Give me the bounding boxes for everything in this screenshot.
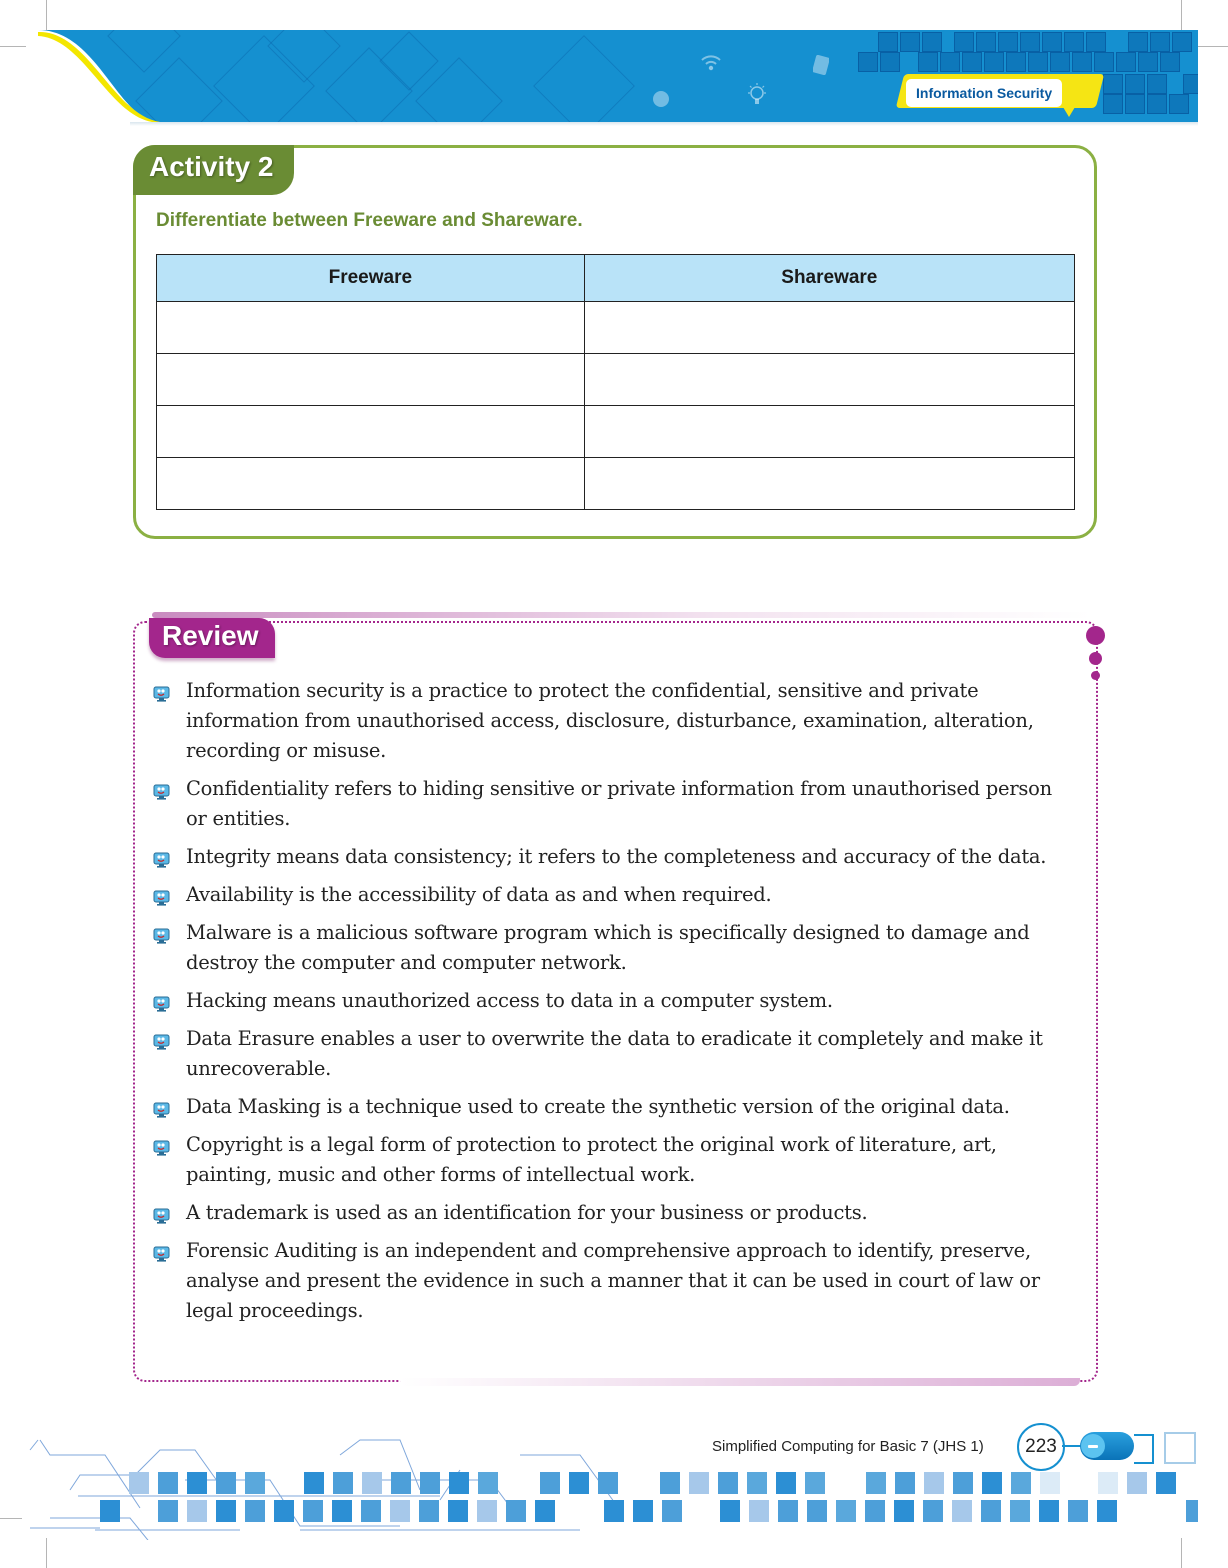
minus-icon xyxy=(1088,1445,1098,1448)
review-item-text: Integrity means data consistency; it refers to the completeness and accuracy of the data. xyxy=(186,845,1047,868)
crop-mark xyxy=(1198,46,1228,47)
footer-square xyxy=(807,1500,827,1522)
footer-square xyxy=(216,1500,236,1522)
review-top-accent xyxy=(152,612,1092,618)
footer-square xyxy=(1186,1500,1198,1522)
computer-mascot-icon xyxy=(152,1136,172,1154)
book-title: Simplified Computing for Basic 7 (JHS 1) xyxy=(712,1438,984,1455)
banner-shadow xyxy=(130,122,1198,126)
footer-square xyxy=(1010,1500,1030,1522)
computer-mascot-icon xyxy=(152,1242,172,1260)
footer-square xyxy=(390,1500,410,1522)
decorative-dot xyxy=(1089,652,1102,665)
footer-square xyxy=(836,1500,856,1522)
review-item-text: Confidentiality refers to hiding sensitive or private information from unauthorised person or entities. xyxy=(186,777,1052,830)
computer-mascot-icon xyxy=(152,682,172,700)
comparison-table xyxy=(156,254,1075,510)
footer-square xyxy=(1068,1500,1088,1522)
footer-square xyxy=(361,1500,381,1522)
footer-square xyxy=(776,1472,796,1494)
footer-square xyxy=(100,1500,120,1522)
footer-square xyxy=(924,1472,944,1494)
decorative-dot xyxy=(1086,626,1105,645)
footer-square xyxy=(332,1500,352,1522)
review-list xyxy=(152,676,1077,1334)
footer-square xyxy=(274,1500,294,1522)
footer-square xyxy=(540,1472,560,1494)
freeware-cell[interactable] xyxy=(157,458,585,510)
footer-square xyxy=(1098,1472,1118,1494)
footer-square xyxy=(718,1472,738,1494)
calculator-icon xyxy=(813,55,829,80)
footer-square xyxy=(419,1500,439,1522)
shareware-cell[interactable] xyxy=(584,406,1074,458)
crop-mark xyxy=(1181,1538,1182,1568)
review-item xyxy=(152,1130,1077,1190)
footer-square xyxy=(805,1472,825,1494)
footer-square xyxy=(894,1500,914,1522)
footer-square xyxy=(448,1500,468,1522)
shareware-cell[interactable] xyxy=(584,302,1074,354)
footer-square xyxy=(1097,1500,1117,1522)
computer-mascot-icon xyxy=(152,992,172,1010)
table-row xyxy=(157,354,1075,406)
activity-title: Activity 2 xyxy=(149,151,274,182)
footer-square xyxy=(981,1500,1001,1522)
footer-square xyxy=(1011,1472,1031,1494)
footer-square xyxy=(449,1472,469,1494)
review-item xyxy=(152,676,1077,766)
footer-square xyxy=(895,1472,915,1494)
footer-square xyxy=(187,1472,207,1494)
chapter-tag-tail xyxy=(1063,107,1075,117)
review-item-text: Data Masking is a technique used to create the synthetic version of the original data. xyxy=(186,1095,1010,1118)
freeware-header: Freeware xyxy=(157,255,585,302)
square-outline-decoration xyxy=(1164,1432,1196,1464)
shareware-cell[interactable] xyxy=(584,458,1074,510)
chapter-tag: Information Security xyxy=(906,79,1062,107)
footer-square xyxy=(245,1472,265,1494)
table-row xyxy=(157,458,1075,510)
computer-mascot-icon xyxy=(152,1098,172,1116)
footer-square xyxy=(478,1472,498,1494)
review-item-text: Hacking means unauthorized access to data in a computer system. xyxy=(186,989,833,1012)
footer-square xyxy=(662,1500,682,1522)
crop-mark xyxy=(46,1538,47,1568)
footer-square xyxy=(598,1472,618,1494)
footer-square xyxy=(865,1500,885,1522)
shareware-header: Shareware xyxy=(584,255,1074,302)
table-header-row xyxy=(157,255,1075,302)
review-bottom-accent xyxy=(400,1378,1080,1386)
footer-square xyxy=(569,1472,589,1494)
computer-mascot-icon xyxy=(152,848,172,866)
review-item xyxy=(152,774,1077,834)
review-item xyxy=(152,918,1077,978)
review-item xyxy=(152,1092,1077,1122)
footer-square xyxy=(477,1500,497,1522)
freeware-cell[interactable] xyxy=(157,302,585,354)
computer-mascot-icon xyxy=(152,886,172,904)
footer-square xyxy=(953,1472,973,1494)
footer-square xyxy=(923,1500,943,1522)
review-item-text: Copyright is a legal form of protection to protect the original work of literature, art, painting, music and other forms of intellectual work. xyxy=(186,1133,997,1186)
footer-square xyxy=(604,1500,624,1522)
wifi-icon xyxy=(700,52,722,77)
review-item xyxy=(152,1024,1077,1084)
review-item-text: Information security is a practice to protect the confidential, sensitive and private information from unauthorised access, disclosure, disturbance, examination, alteration, recording or misuse. xyxy=(186,679,1034,762)
review-item xyxy=(152,1236,1077,1326)
review-item xyxy=(152,1198,1077,1228)
footer-square xyxy=(689,1472,709,1494)
footer-square xyxy=(216,1472,236,1494)
footer-square xyxy=(420,1472,440,1494)
footer-square xyxy=(506,1500,526,1522)
footer-square xyxy=(720,1500,740,1522)
review-title: Review xyxy=(162,620,259,651)
computer-mascot-icon xyxy=(152,780,172,798)
page-number: 223 xyxy=(1017,1423,1065,1471)
footer-square xyxy=(749,1500,769,1522)
computer-mascot-icon xyxy=(152,924,172,942)
crop-mark xyxy=(1181,0,1182,30)
footer-square xyxy=(633,1500,653,1522)
computer-mascot-icon xyxy=(152,1204,172,1222)
shareware-cell[interactable] xyxy=(584,354,1074,406)
review-item xyxy=(152,880,1077,910)
review-item-text: Malware is a malicious software program which is specifically designed to damage and destroy the computer and computer network. xyxy=(186,921,1030,974)
footer-square xyxy=(535,1500,555,1522)
freeware-cell[interactable] xyxy=(157,406,585,458)
activity-prompt: Differentiate between Freeware and Shareware. xyxy=(156,210,583,231)
footer-square xyxy=(187,1500,207,1522)
crop-mark xyxy=(46,0,47,30)
footer-square xyxy=(747,1472,767,1494)
table-row xyxy=(157,302,1075,354)
wave-decoration xyxy=(28,30,168,122)
footer-square xyxy=(1039,1500,1059,1522)
footer-square xyxy=(303,1500,323,1522)
footer-square xyxy=(158,1500,178,1522)
footer-square xyxy=(158,1472,178,1494)
footer-square xyxy=(1127,1472,1147,1494)
footer-square xyxy=(391,1472,411,1494)
footer-square xyxy=(866,1472,886,1494)
footer-square xyxy=(982,1472,1002,1494)
review-item-text: Availability is the accessibility of data as and when required. xyxy=(186,883,772,906)
footer-square xyxy=(304,1472,324,1494)
footer-square xyxy=(1040,1472,1060,1494)
globe-icon xyxy=(652,90,670,113)
computer-mascot-icon xyxy=(152,1030,172,1048)
footer-square xyxy=(362,1472,382,1494)
crop-mark xyxy=(0,1518,22,1519)
review-item xyxy=(152,842,1077,872)
crop-mark xyxy=(0,46,26,47)
footer-square xyxy=(1156,1472,1176,1494)
freeware-cell[interactable] xyxy=(157,354,585,406)
review-item-text: Data Erasure enables a user to overwrite the data to eradicate it completely and make it unrecoverable. xyxy=(186,1027,1043,1080)
lightbulb-icon xyxy=(746,82,768,111)
footer-square xyxy=(952,1500,972,1522)
decorative-dot xyxy=(1091,671,1100,680)
bracket-decoration xyxy=(1134,1434,1154,1464)
review-item xyxy=(152,986,1077,1016)
footer-square xyxy=(660,1472,680,1494)
footer-square xyxy=(333,1472,353,1494)
footer-square xyxy=(778,1500,798,1522)
footer-square xyxy=(129,1472,149,1494)
review-item-text: A trademark is used as an identification for your business or products. xyxy=(186,1201,868,1224)
footer-square xyxy=(245,1500,265,1522)
table-row xyxy=(157,406,1075,458)
review-item-text: Forensic Auditing is an independent and comprehensive approach to identify, preserve, analyse and present the evidence in such a manner that it can be used in court of law or legal proceedings. xyxy=(186,1239,1040,1322)
